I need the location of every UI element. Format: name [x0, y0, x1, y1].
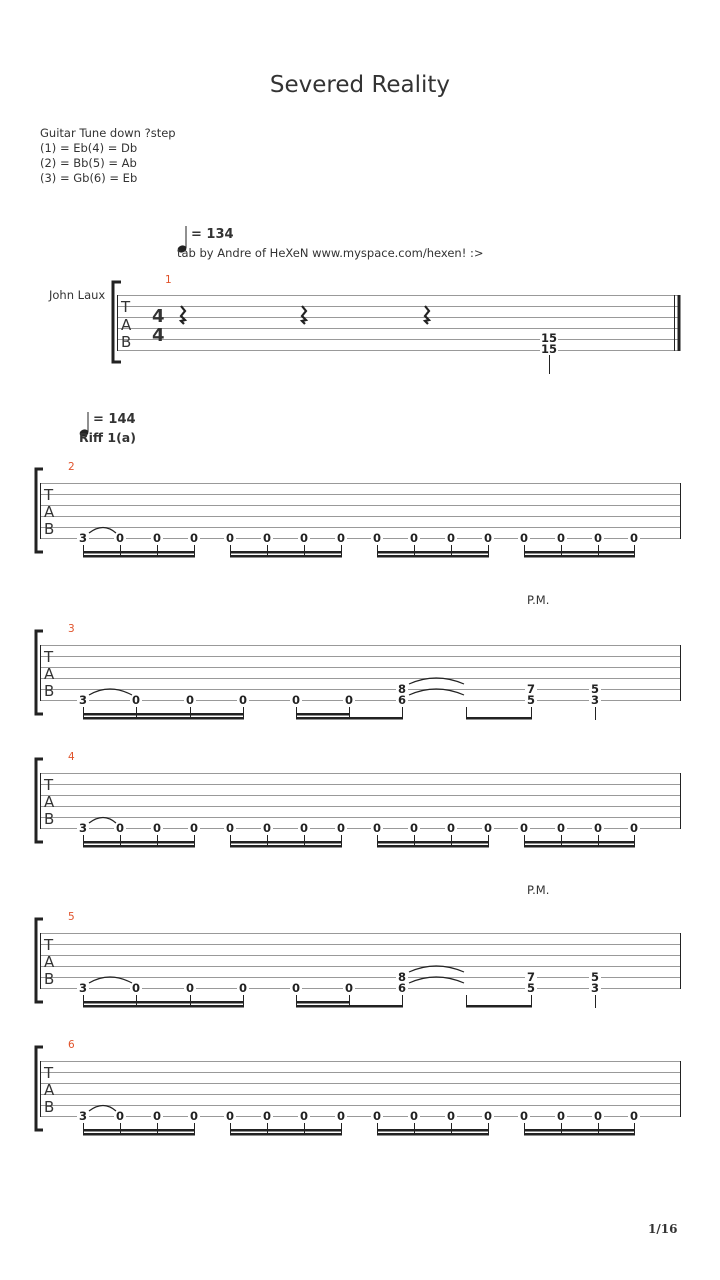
beam — [524, 1133, 635, 1136]
fret-number: 0 — [152, 1109, 162, 1123]
fret-number: 3 — [78, 1109, 88, 1123]
tempo-value: = 134 — [191, 227, 234, 242]
fret-number: 7 — [526, 682, 536, 696]
beam — [83, 1133, 195, 1136]
fret-number: 0 — [483, 531, 493, 545]
fret-number: 3 — [590, 693, 600, 707]
fret-number: 0 — [372, 1109, 382, 1123]
beam — [83, 1129, 195, 1132]
measure-number: 3 — [68, 623, 75, 635]
beam — [230, 841, 342, 844]
credit-text: tab by Andre of HeXeN www.myspace.com/hexen! :> — [177, 246, 484, 260]
quarter-rest-icon — [302, 306, 306, 324]
beam — [377, 845, 489, 848]
fret-number: 0 — [225, 531, 235, 545]
fret-number: 0 — [409, 821, 419, 835]
fret-number: 0 — [593, 821, 603, 835]
beam — [296, 713, 350, 716]
tab-system — [36, 1047, 681, 1136]
fret-number: 0 — [556, 821, 566, 835]
tab-clef-letter: T — [44, 1064, 54, 1082]
beam — [524, 551, 635, 554]
fret-number: 0 — [593, 1109, 603, 1123]
fret-number: 0 — [225, 821, 235, 835]
fret-number: 3 — [78, 531, 88, 545]
tab-clef-letter: T — [44, 776, 54, 794]
fret-number: 0 — [344, 693, 354, 707]
tab-clef-letter: B — [44, 520, 55, 538]
page-number: 1/16 — [648, 1222, 678, 1236]
fret-number: 0 — [152, 531, 162, 545]
fret-number: 0 — [299, 531, 309, 545]
system-bracket — [36, 469, 43, 552]
beam — [524, 1129, 635, 1132]
tab-clef-letter: A — [44, 953, 55, 971]
fret-number: 0 — [409, 531, 419, 545]
beam — [296, 1001, 350, 1004]
slur — [89, 818, 116, 824]
tab-clef-letter: A — [44, 1081, 55, 1099]
measure-number: 1 — [165, 274, 172, 286]
tab-clef-t: T — [121, 298, 131, 316]
fret-number: 0 — [483, 1109, 493, 1123]
beam — [83, 713, 244, 716]
beam — [377, 1133, 489, 1136]
fret-number: 8 — [397, 682, 407, 696]
fret-number: 0 — [299, 821, 309, 835]
time-signature-bottom: 4 — [152, 325, 165, 346]
beam — [296, 717, 403, 720]
fret-number: 3 — [590, 981, 600, 995]
fret-number: 0 — [262, 531, 272, 545]
beam — [524, 555, 635, 558]
tab-clef-b: B — [121, 333, 132, 351]
beam — [377, 551, 489, 554]
beam — [83, 845, 195, 848]
beam — [230, 1133, 342, 1136]
system-bracket — [36, 759, 43, 842]
riff-label: Riff 1(a) — [79, 430, 136, 445]
tab-clef-letter: A — [44, 665, 55, 683]
fret-number: 0 — [409, 1109, 419, 1123]
beam — [524, 841, 635, 844]
fret-number: 0 — [189, 1109, 199, 1123]
beam — [377, 1129, 489, 1132]
fret-number: 3 — [78, 693, 88, 707]
fret-number: 0 — [629, 821, 639, 835]
system-bracket — [36, 1047, 43, 1130]
fret-number: 0 — [483, 821, 493, 835]
fret-number: 0 — [185, 693, 195, 707]
measure-number: 6 — [68, 1039, 75, 1051]
fret-number: 0 — [519, 1109, 529, 1123]
fret-number: 8 — [397, 970, 407, 984]
slur — [89, 528, 116, 534]
fret-number: 0 — [185, 981, 195, 995]
beam — [230, 555, 342, 558]
fret-number: 0 — [262, 821, 272, 835]
fret-number: 0 — [238, 981, 248, 995]
fret-number: 0 — [189, 531, 199, 545]
tuning-line: (3) = Gb(6) = Eb — [40, 171, 138, 185]
fret-number: 15 — [540, 331, 558, 345]
slur — [89, 1106, 116, 1112]
fret-number: 0 — [336, 821, 346, 835]
fret-number: 0 — [131, 693, 141, 707]
fret-number: 0 — [115, 1109, 125, 1123]
beam — [83, 1001, 244, 1004]
beam — [83, 1005, 244, 1008]
tab-clef-letter: T — [44, 648, 54, 666]
beam — [83, 717, 244, 720]
fret-number: 5 — [590, 682, 600, 696]
beam — [466, 1005, 532, 1008]
tab-system — [36, 469, 681, 558]
tuning-header: Guitar Tune down ?step — [40, 126, 176, 140]
fret-number: 0 — [115, 821, 125, 835]
fret-number: 0 — [629, 1109, 639, 1123]
tuning-line: (2) = Bb(5) = Ab — [40, 156, 137, 170]
beam — [296, 1005, 403, 1008]
fret-number: 5 — [526, 981, 536, 995]
fret-number: 0 — [291, 693, 301, 707]
fret-number: 6 — [397, 693, 407, 707]
system-bracket — [36, 631, 43, 714]
beam — [230, 845, 342, 848]
fret-number: 0 — [344, 981, 354, 995]
tab-clef-letter: B — [44, 970, 55, 988]
tab-clef-letter: A — [44, 793, 55, 811]
fret-number: 0 — [372, 531, 382, 545]
fret-number: 0 — [262, 1109, 272, 1123]
fret-number: 0 — [115, 531, 125, 545]
fret-number: 0 — [299, 1109, 309, 1123]
palm-mute-label: P.M. — [527, 593, 550, 607]
fret-number: 0 — [189, 821, 199, 835]
fret-number: 3 — [78, 821, 88, 835]
tab-system — [36, 919, 681, 1008]
beam — [377, 555, 489, 558]
beam — [466, 717, 532, 720]
beam — [83, 551, 195, 554]
tuning-line: (1) = Eb(4) = Db — [40, 141, 138, 155]
palm-mute-label: P.M. — [527, 883, 550, 897]
fret-number: 0 — [336, 531, 346, 545]
tab-clef-letter: A — [44, 503, 55, 521]
fret-number: 0 — [556, 531, 566, 545]
tab-clef-letter: T — [44, 486, 54, 504]
fret-number: 0 — [131, 981, 141, 995]
fret-number: 5 — [590, 970, 600, 984]
fret-number: 0 — [593, 531, 603, 545]
tab-clef-letter: B — [44, 810, 55, 828]
fret-number: 0 — [372, 821, 382, 835]
tab-clef-a: A — [121, 316, 132, 334]
system-1 — [48, 274, 680, 374]
fret-number: 6 — [397, 981, 407, 995]
fret-number: 0 — [238, 693, 248, 707]
beam — [230, 1129, 342, 1132]
fret-number: 0 — [152, 821, 162, 835]
song-title: Severed Reality — [269, 72, 451, 98]
quarter-rest-icon — [181, 306, 185, 324]
quarter-rest-icon — [425, 306, 429, 324]
measure-number: 4 — [68, 751, 75, 763]
beam — [83, 555, 195, 558]
time-signature-top: 4 — [152, 306, 165, 327]
fret-number: 5 — [526, 693, 536, 707]
systems-container — [36, 469, 681, 1136]
beam — [377, 841, 489, 844]
tab-clef-letter: T — [44, 936, 54, 954]
tab-clef-letter: B — [44, 682, 55, 700]
tab-system — [36, 759, 681, 848]
system-bracket — [36, 919, 43, 1002]
fret-number: 0 — [446, 1109, 456, 1123]
instrument-name: John Laux — [49, 288, 106, 302]
tab-staff — [117, 296, 680, 351]
fret-number: 0 — [446, 821, 456, 835]
tab-system — [36, 631, 681, 720]
fret-number: 0 — [446, 531, 456, 545]
fret-number: 0 — [556, 1109, 566, 1123]
fret-number: 0 — [225, 1109, 235, 1123]
tempo-value: = 144 — [93, 412, 136, 427]
fret-number: 0 — [519, 531, 529, 545]
fret-number: 3 — [78, 981, 88, 995]
beam — [83, 841, 195, 844]
measure-number: 5 — [68, 911, 75, 923]
fret-number: 0 — [629, 531, 639, 545]
fret-number: 7 — [526, 970, 536, 984]
fret-number: 15 — [540, 342, 558, 356]
beam — [230, 551, 342, 554]
fret-number: 0 — [336, 1109, 346, 1123]
tab-clef-letter: B — [44, 1098, 55, 1116]
beam — [524, 845, 635, 848]
fret-number: 0 — [519, 821, 529, 835]
measure-number: 2 — [68, 461, 75, 473]
fret-number: 0 — [291, 981, 301, 995]
